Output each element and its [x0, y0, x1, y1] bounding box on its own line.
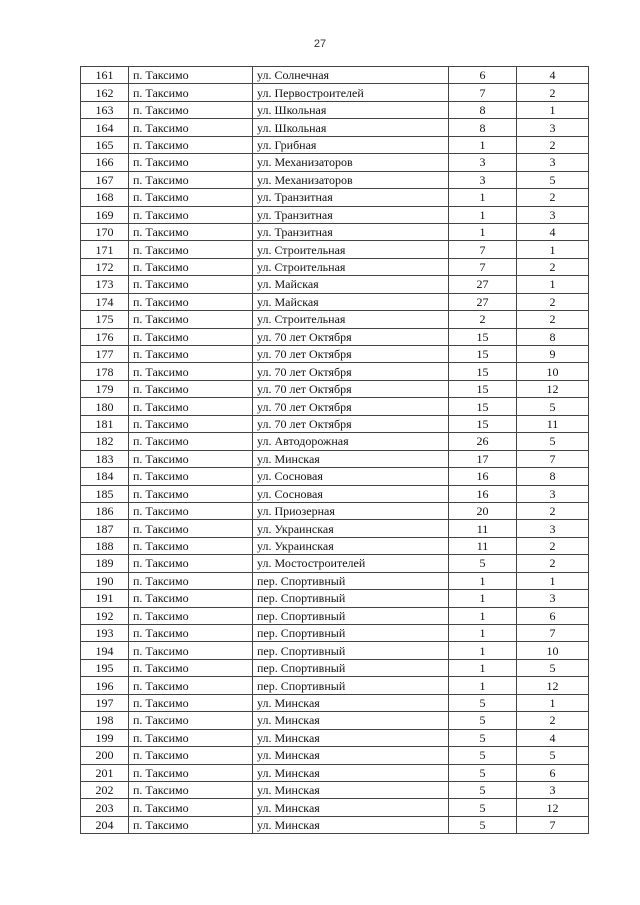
row-number-cell: 193 — [81, 625, 129, 642]
street-cell: ул. Механизаторов — [253, 171, 449, 188]
apartment-number-cell: 4 — [517, 729, 589, 746]
street-cell: пер. Спортивный — [253, 607, 449, 624]
row-number-cell: 167 — [81, 171, 129, 188]
house-number-cell: 3 — [449, 171, 517, 188]
row-number-cell: 203 — [81, 799, 129, 816]
settlement-cell: п. Таксимо — [129, 119, 253, 136]
row-number-cell: 195 — [81, 659, 129, 676]
table-row — [81, 223, 589, 240]
house-number-cell: 15 — [449, 415, 517, 432]
apartment-number-cell: 2 — [517, 84, 589, 101]
settlement-cell: п. Таксимо — [129, 433, 253, 450]
table-row — [81, 328, 589, 345]
row-number-cell: 176 — [81, 328, 129, 345]
street-cell: ул. Украинская — [253, 537, 449, 554]
street-cell: ул. Майская — [253, 276, 449, 293]
row-number-cell: 180 — [81, 398, 129, 415]
page-number: 27 — [313, 38, 327, 50]
house-number-cell: 15 — [449, 363, 517, 380]
street-cell: ул. Механизаторов — [253, 154, 449, 171]
apartment-number-cell: 5 — [517, 659, 589, 676]
street-cell: ул. 70 лет Октября — [253, 380, 449, 397]
house-number-cell: 27 — [449, 276, 517, 293]
settlement-cell: п. Таксимо — [129, 816, 253, 833]
house-number-cell: 27 — [449, 293, 517, 310]
apartment-number-cell: 2 — [517, 311, 589, 328]
street-cell: ул. Грибная — [253, 136, 449, 153]
settlement-cell: п. Таксимо — [129, 764, 253, 781]
settlement-cell: п. Таксимо — [129, 363, 253, 380]
apartment-number-cell: 5 — [517, 171, 589, 188]
table-row — [81, 293, 589, 310]
street-cell: ул. Минская — [253, 747, 449, 764]
house-number-cell: 11 — [449, 537, 517, 554]
table-row — [81, 485, 589, 502]
table-row — [81, 555, 589, 572]
apartment-number-cell: 2 — [517, 537, 589, 554]
row-number-cell: 181 — [81, 415, 129, 432]
table-row — [81, 119, 589, 136]
settlement-cell: п. Таксимо — [129, 398, 253, 415]
house-number-cell: 1 — [449, 642, 517, 659]
apartment-number-cell: 12 — [517, 677, 589, 694]
house-number-cell: 1 — [449, 625, 517, 642]
table-row — [81, 154, 589, 171]
street-cell: ул. Школьная — [253, 119, 449, 136]
row-number-cell: 170 — [81, 223, 129, 240]
apartment-number-cell: 7 — [517, 625, 589, 642]
row-number-cell: 196 — [81, 677, 129, 694]
street-cell: ул. Майская — [253, 293, 449, 310]
house-number-cell: 5 — [449, 799, 517, 816]
table-row — [81, 799, 589, 816]
table-row — [81, 450, 589, 467]
table-row — [81, 433, 589, 450]
settlement-cell: п. Таксимо — [129, 328, 253, 345]
house-number-cell: 5 — [449, 781, 517, 798]
street-cell: ул. 70 лет Октября — [253, 346, 449, 363]
street-cell: пер. Спортивный — [253, 659, 449, 676]
apartment-number-cell: 2 — [517, 189, 589, 206]
table-row — [81, 642, 589, 659]
house-number-cell: 3 — [449, 154, 517, 171]
table-row — [81, 398, 589, 415]
street-cell: пер. Спортивный — [253, 677, 449, 694]
table-row — [81, 747, 589, 764]
street-cell: пер. Спортивный — [253, 642, 449, 659]
apartment-number-cell: 7 — [517, 816, 589, 833]
table-row — [81, 67, 589, 84]
apartment-number-cell: 2 — [517, 555, 589, 572]
row-number-cell: 189 — [81, 555, 129, 572]
apartment-number-cell: 8 — [517, 468, 589, 485]
row-number-cell: 174 — [81, 293, 129, 310]
house-number-cell: 1 — [449, 659, 517, 676]
table-row — [81, 712, 589, 729]
apartment-number-cell: 2 — [517, 136, 589, 153]
street-cell: ул. 70 лет Октября — [253, 363, 449, 380]
settlement-cell: п. Таксимо — [129, 659, 253, 676]
street-cell: ул. Транзитная — [253, 189, 449, 206]
table-row — [81, 729, 589, 746]
row-number-cell: 179 — [81, 380, 129, 397]
street-cell: ул. Минская — [253, 799, 449, 816]
settlement-cell: п. Таксимо — [129, 781, 253, 798]
table-row — [81, 816, 589, 833]
house-number-cell: 6 — [449, 67, 517, 84]
house-number-cell: 7 — [449, 241, 517, 258]
apartment-number-cell: 3 — [517, 520, 589, 537]
street-cell: ул. Первостроителей — [253, 84, 449, 101]
street-cell: ул. 70 лет Октября — [253, 398, 449, 415]
apartment-number-cell: 4 — [517, 67, 589, 84]
settlement-cell: п. Таксимо — [129, 136, 253, 153]
street-cell: ул. Строительная — [253, 258, 449, 275]
settlement-cell: п. Таксимо — [129, 223, 253, 240]
settlement-cell: п. Таксимо — [129, 520, 253, 537]
table-row — [81, 572, 589, 589]
apartment-number-cell: 11 — [517, 415, 589, 432]
row-number-cell: 178 — [81, 363, 129, 380]
street-cell: ул. Сосновая — [253, 468, 449, 485]
row-number-cell: 201 — [81, 764, 129, 781]
settlement-cell: п. Таксимо — [129, 607, 253, 624]
house-number-cell: 15 — [449, 398, 517, 415]
table-row — [81, 659, 589, 676]
row-number-cell: 161 — [81, 67, 129, 84]
settlement-cell: п. Таксимо — [129, 555, 253, 572]
settlement-cell: п. Таксимо — [129, 293, 253, 310]
settlement-cell: п. Таксимо — [129, 747, 253, 764]
street-cell: пер. Спортивный — [253, 625, 449, 642]
street-cell: ул. Минская — [253, 729, 449, 746]
settlement-cell: п. Таксимо — [129, 677, 253, 694]
apartment-number-cell: 3 — [517, 781, 589, 798]
apartment-number-cell: 12 — [517, 380, 589, 397]
street-cell: пер. Спортивный — [253, 572, 449, 589]
settlement-cell: п. Таксимо — [129, 694, 253, 711]
house-number-cell: 5 — [449, 694, 517, 711]
apartment-number-cell: 2 — [517, 502, 589, 519]
apartment-number-cell: 6 — [517, 764, 589, 781]
table-row — [81, 84, 589, 101]
house-number-cell: 20 — [449, 502, 517, 519]
apartment-number-cell: 1 — [517, 694, 589, 711]
apartment-number-cell: 3 — [517, 206, 589, 223]
row-number-cell: 187 — [81, 520, 129, 537]
row-number-cell: 177 — [81, 346, 129, 363]
apartment-number-cell: 3 — [517, 590, 589, 607]
table-row — [81, 415, 589, 432]
apartment-number-cell: 5 — [517, 398, 589, 415]
table-row — [81, 607, 589, 624]
apartment-number-cell: 2 — [517, 293, 589, 310]
house-number-cell: 8 — [449, 101, 517, 118]
table-row — [81, 677, 589, 694]
house-number-cell: 15 — [449, 380, 517, 397]
settlement-cell: п. Таксимо — [129, 206, 253, 223]
apartment-number-cell: 3 — [517, 154, 589, 171]
settlement-cell: п. Таксимо — [129, 502, 253, 519]
row-number-cell: 184 — [81, 468, 129, 485]
row-number-cell: 172 — [81, 258, 129, 275]
house-number-cell: 1 — [449, 136, 517, 153]
table-row — [81, 502, 589, 519]
address-table — [80, 66, 589, 834]
table-row — [81, 206, 589, 223]
table-row — [81, 537, 589, 554]
street-cell: ул. Строительная — [253, 241, 449, 258]
street-cell: ул. Транзитная — [253, 206, 449, 223]
apartment-number-cell: 1 — [517, 572, 589, 589]
settlement-cell: п. Таксимо — [129, 642, 253, 659]
apartment-number-cell: 8 — [517, 328, 589, 345]
row-number-cell: 197 — [81, 694, 129, 711]
street-cell: ул. Школьная — [253, 101, 449, 118]
table-row — [81, 101, 589, 118]
house-number-cell: 16 — [449, 468, 517, 485]
street-cell: ул. Украинская — [253, 520, 449, 537]
row-number-cell: 192 — [81, 607, 129, 624]
row-number-cell: 204 — [81, 816, 129, 833]
row-number-cell: 162 — [81, 84, 129, 101]
house-number-cell: 5 — [449, 729, 517, 746]
table-row — [81, 258, 589, 275]
settlement-cell: п. Таксимо — [129, 84, 253, 101]
row-number-cell: 194 — [81, 642, 129, 659]
row-number-cell: 188 — [81, 537, 129, 554]
row-number-cell: 164 — [81, 119, 129, 136]
row-number-cell: 175 — [81, 311, 129, 328]
apartment-number-cell: 4 — [517, 223, 589, 240]
street-cell: ул. Минская — [253, 712, 449, 729]
settlement-cell: п. Таксимо — [129, 729, 253, 746]
street-cell: ул. Строительная — [253, 311, 449, 328]
row-number-cell: 185 — [81, 485, 129, 502]
table-row — [81, 520, 589, 537]
apartment-number-cell: 10 — [517, 642, 589, 659]
street-cell: ул. Минская — [253, 816, 449, 833]
house-number-cell: 1 — [449, 677, 517, 694]
apartment-number-cell: 1 — [517, 276, 589, 293]
house-number-cell: 5 — [449, 747, 517, 764]
house-number-cell: 15 — [449, 346, 517, 363]
street-cell: ул. 70 лет Октября — [253, 328, 449, 345]
row-number-cell: 182 — [81, 433, 129, 450]
house-number-cell: 5 — [449, 555, 517, 572]
row-number-cell: 198 — [81, 712, 129, 729]
settlement-cell: п. Таксимо — [129, 572, 253, 589]
street-cell: ул. Минская — [253, 450, 449, 467]
table-row — [81, 136, 589, 153]
row-number-cell: 200 — [81, 747, 129, 764]
settlement-cell: п. Таксимо — [129, 67, 253, 84]
street-cell: ул. Транзитная — [253, 223, 449, 240]
settlement-cell: п. Таксимо — [129, 712, 253, 729]
settlement-cell: п. Таксимо — [129, 415, 253, 432]
row-number-cell: 183 — [81, 450, 129, 467]
apartment-number-cell: 1 — [517, 241, 589, 258]
street-cell: ул. 70 лет Октября — [253, 415, 449, 432]
house-number-cell: 1 — [449, 572, 517, 589]
street-cell: ул. Минская — [253, 781, 449, 798]
table-row — [81, 276, 589, 293]
settlement-cell: п. Таксимо — [129, 346, 253, 363]
house-number-cell: 5 — [449, 764, 517, 781]
row-number-cell: 165 — [81, 136, 129, 153]
row-number-cell: 173 — [81, 276, 129, 293]
house-number-cell: 17 — [449, 450, 517, 467]
row-number-cell: 202 — [81, 781, 129, 798]
apartment-number-cell: 2 — [517, 712, 589, 729]
row-number-cell: 163 — [81, 101, 129, 118]
settlement-cell: п. Таксимо — [129, 258, 253, 275]
settlement-cell: п. Таксимо — [129, 799, 253, 816]
settlement-cell: п. Таксимо — [129, 625, 253, 642]
settlement-cell: п. Таксимо — [129, 189, 253, 206]
settlement-cell: п. Таксимо — [129, 485, 253, 502]
house-number-cell: 1 — [449, 590, 517, 607]
street-cell: ул. Автодорожная — [253, 433, 449, 450]
table-row — [81, 694, 589, 711]
address-table-body — [81, 67, 589, 834]
street-cell: ул. Приозерная — [253, 502, 449, 519]
apartment-number-cell: 9 — [517, 346, 589, 363]
house-number-cell: 1 — [449, 607, 517, 624]
apartment-number-cell: 6 — [517, 607, 589, 624]
row-number-cell: 191 — [81, 590, 129, 607]
table-row — [81, 363, 589, 380]
street-cell: ул. Мостостроителей — [253, 555, 449, 572]
street-cell: ул. Сосновая — [253, 485, 449, 502]
house-number-cell: 5 — [449, 712, 517, 729]
settlement-cell: п. Таксимо — [129, 380, 253, 397]
row-number-cell: 186 — [81, 502, 129, 519]
row-number-cell: 169 — [81, 206, 129, 223]
settlement-cell: п. Таксимо — [129, 171, 253, 188]
house-number-cell: 1 — [449, 206, 517, 223]
house-number-cell: 7 — [449, 84, 517, 101]
apartment-number-cell: 1 — [517, 101, 589, 118]
settlement-cell: п. Таксимо — [129, 450, 253, 467]
row-number-cell: 199 — [81, 729, 129, 746]
settlement-cell: п. Таксимо — [129, 101, 253, 118]
apartment-number-cell: 3 — [517, 485, 589, 502]
house-number-cell: 7 — [449, 258, 517, 275]
table-row — [81, 781, 589, 798]
apartment-number-cell: 12 — [517, 799, 589, 816]
house-number-cell: 26 — [449, 433, 517, 450]
apartment-number-cell: 10 — [517, 363, 589, 380]
apartment-number-cell: 3 — [517, 119, 589, 136]
table-row — [81, 764, 589, 781]
table-row — [81, 189, 589, 206]
row-number-cell: 171 — [81, 241, 129, 258]
apartment-number-cell: 5 — [517, 747, 589, 764]
table-row — [81, 590, 589, 607]
apartment-number-cell: 5 — [517, 433, 589, 450]
row-number-cell: 166 — [81, 154, 129, 171]
settlement-cell: п. Таксимо — [129, 276, 253, 293]
street-cell: ул. Минская — [253, 694, 449, 711]
table-row — [81, 171, 589, 188]
table-row — [81, 311, 589, 328]
settlement-cell: п. Таксимо — [129, 468, 253, 485]
settlement-cell: п. Таксимо — [129, 590, 253, 607]
house-number-cell: 16 — [449, 485, 517, 502]
table-row — [81, 468, 589, 485]
table-row — [81, 346, 589, 363]
apartment-number-cell: 2 — [517, 258, 589, 275]
house-number-cell: 1 — [449, 223, 517, 240]
house-number-cell: 11 — [449, 520, 517, 537]
house-number-cell: 15 — [449, 328, 517, 345]
settlement-cell: п. Таксимо — [129, 311, 253, 328]
row-number-cell: 190 — [81, 572, 129, 589]
table-row — [81, 380, 589, 397]
table-row — [81, 241, 589, 258]
house-number-cell: 2 — [449, 311, 517, 328]
row-number-cell: 168 — [81, 189, 129, 206]
apartment-number-cell: 7 — [517, 450, 589, 467]
street-cell: пер. Спортивный — [253, 590, 449, 607]
house-number-cell: 1 — [449, 189, 517, 206]
street-cell: ул. Минская — [253, 764, 449, 781]
street-cell: ул. Солнечная — [253, 67, 449, 84]
house-number-cell: 8 — [449, 119, 517, 136]
table-row — [81, 625, 589, 642]
settlement-cell: п. Таксимо — [129, 537, 253, 554]
settlement-cell: п. Таксимо — [129, 154, 253, 171]
house-number-cell: 5 — [449, 816, 517, 833]
settlement-cell: п. Таксимо — [129, 241, 253, 258]
